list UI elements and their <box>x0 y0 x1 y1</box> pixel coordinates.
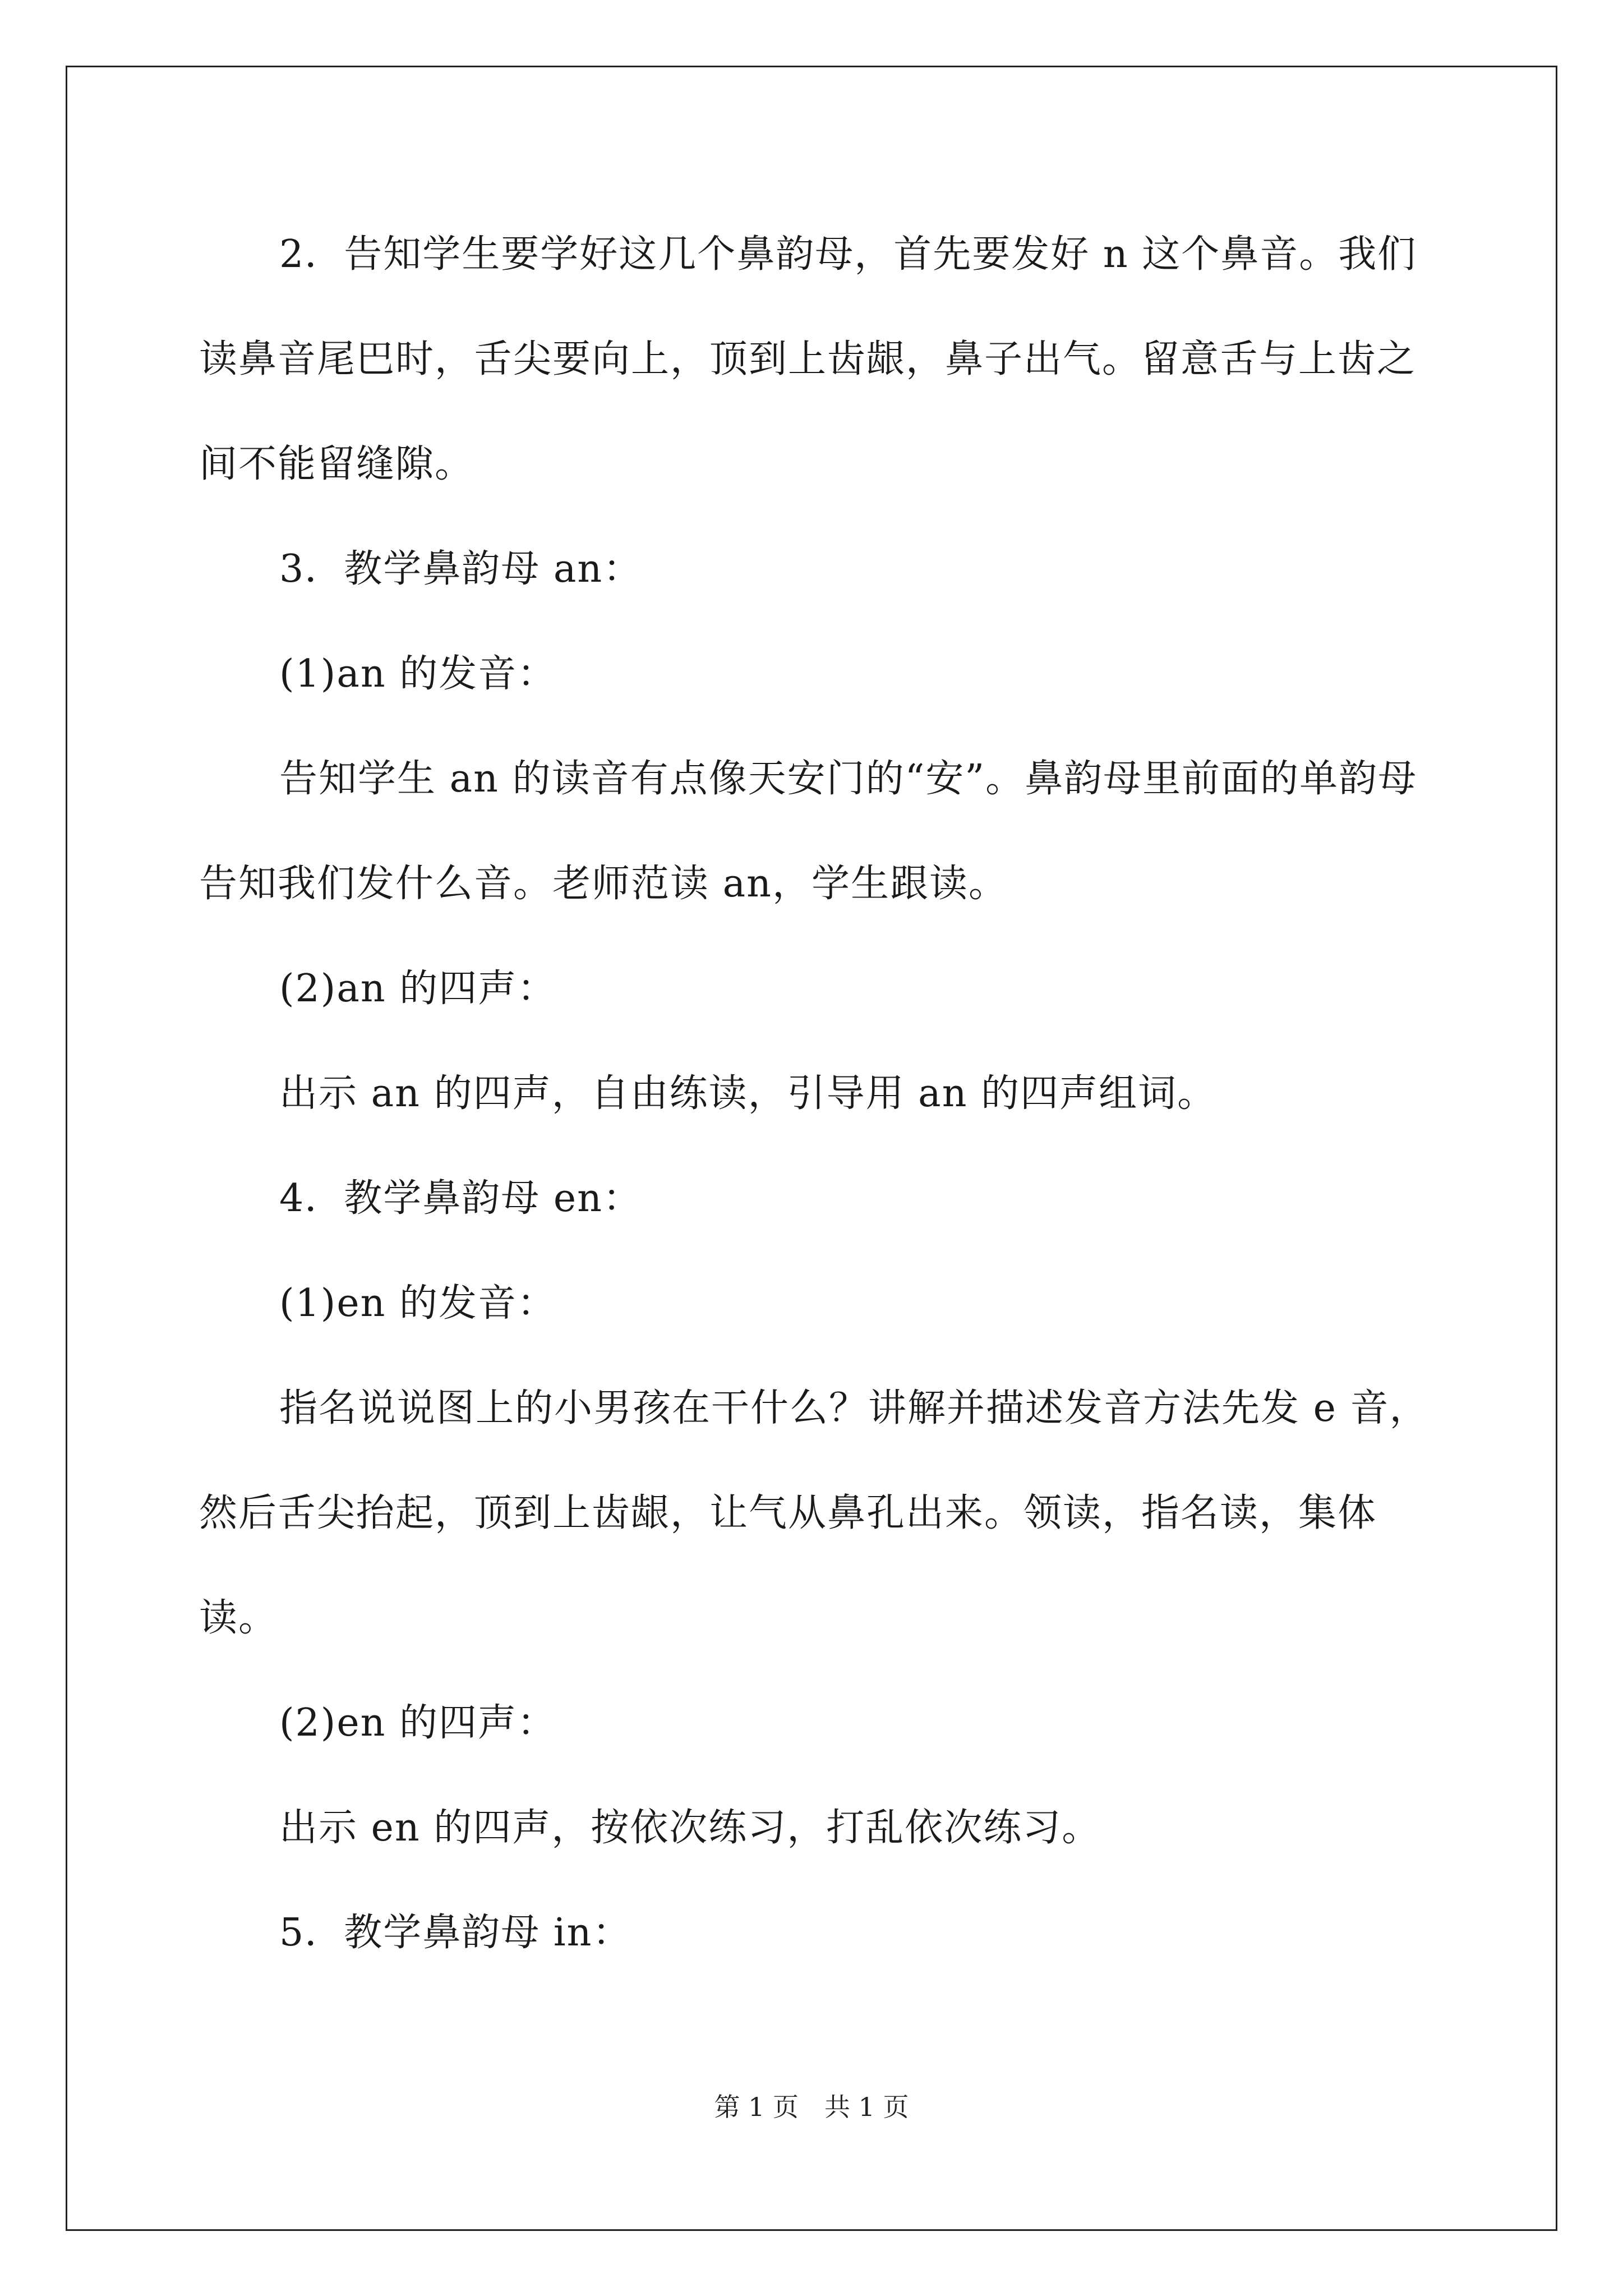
heading-in: 5．教学鼻韵母 in： <box>279 1911 632 1955</box>
paragraph-en-pronunciation: 指名说说图上的小男孩在干什么？讲解并描述发音方法先发 e 音，然后舌尖抬起，顶到上齿龈，让气从鼻孔出来。领读，指名读，集体读。 <box>199 1386 1429 1640</box>
paragraph-en-tones: 出示 en 的四声，按依次练习，打乱依次练习。 <box>279 1806 1101 1850</box>
heading-en: 4．教学鼻韵母 en： <box>279 1176 642 1221</box>
heading-an: 3．教学鼻韵母 an： <box>279 547 643 591</box>
subheading-an-tones: (2)an 的四声： <box>279 967 557 1011</box>
subheading-en-tones: (2)en 的四声： <box>279 1701 556 1745</box>
subheading-an-pronunciation: (1)an 的发音： <box>279 652 557 696</box>
page-number-footer: 第 1 页 共 1 页 <box>714 2092 909 2122</box>
document-body <box>199 202 1433 1985</box>
paragraph-an-tones: 出示 an 的四声，自由练读，引导用 an 的四声组词。 <box>279 1071 1217 1116</box>
paragraph-nasal-intro: 2．告知学生要学好这几个鼻韵母，首先要发好 n 这个鼻音。我们读鼻音尾巴时，舌尖要向上，顶到上齿龈，鼻子出气。留意舌与上齿之间不能留缝隙。 <box>199 232 1417 486</box>
subheading-en-pronunciation: (1)en 的发音： <box>279 1281 556 1326</box>
paragraph-an-pronunciation: 告知学生 an 的读音有点像天安门的“安”。鼻韵母里前面的单韵母告知我们发什么音。老师范读 an，学生跟读。 <box>199 757 1418 906</box>
